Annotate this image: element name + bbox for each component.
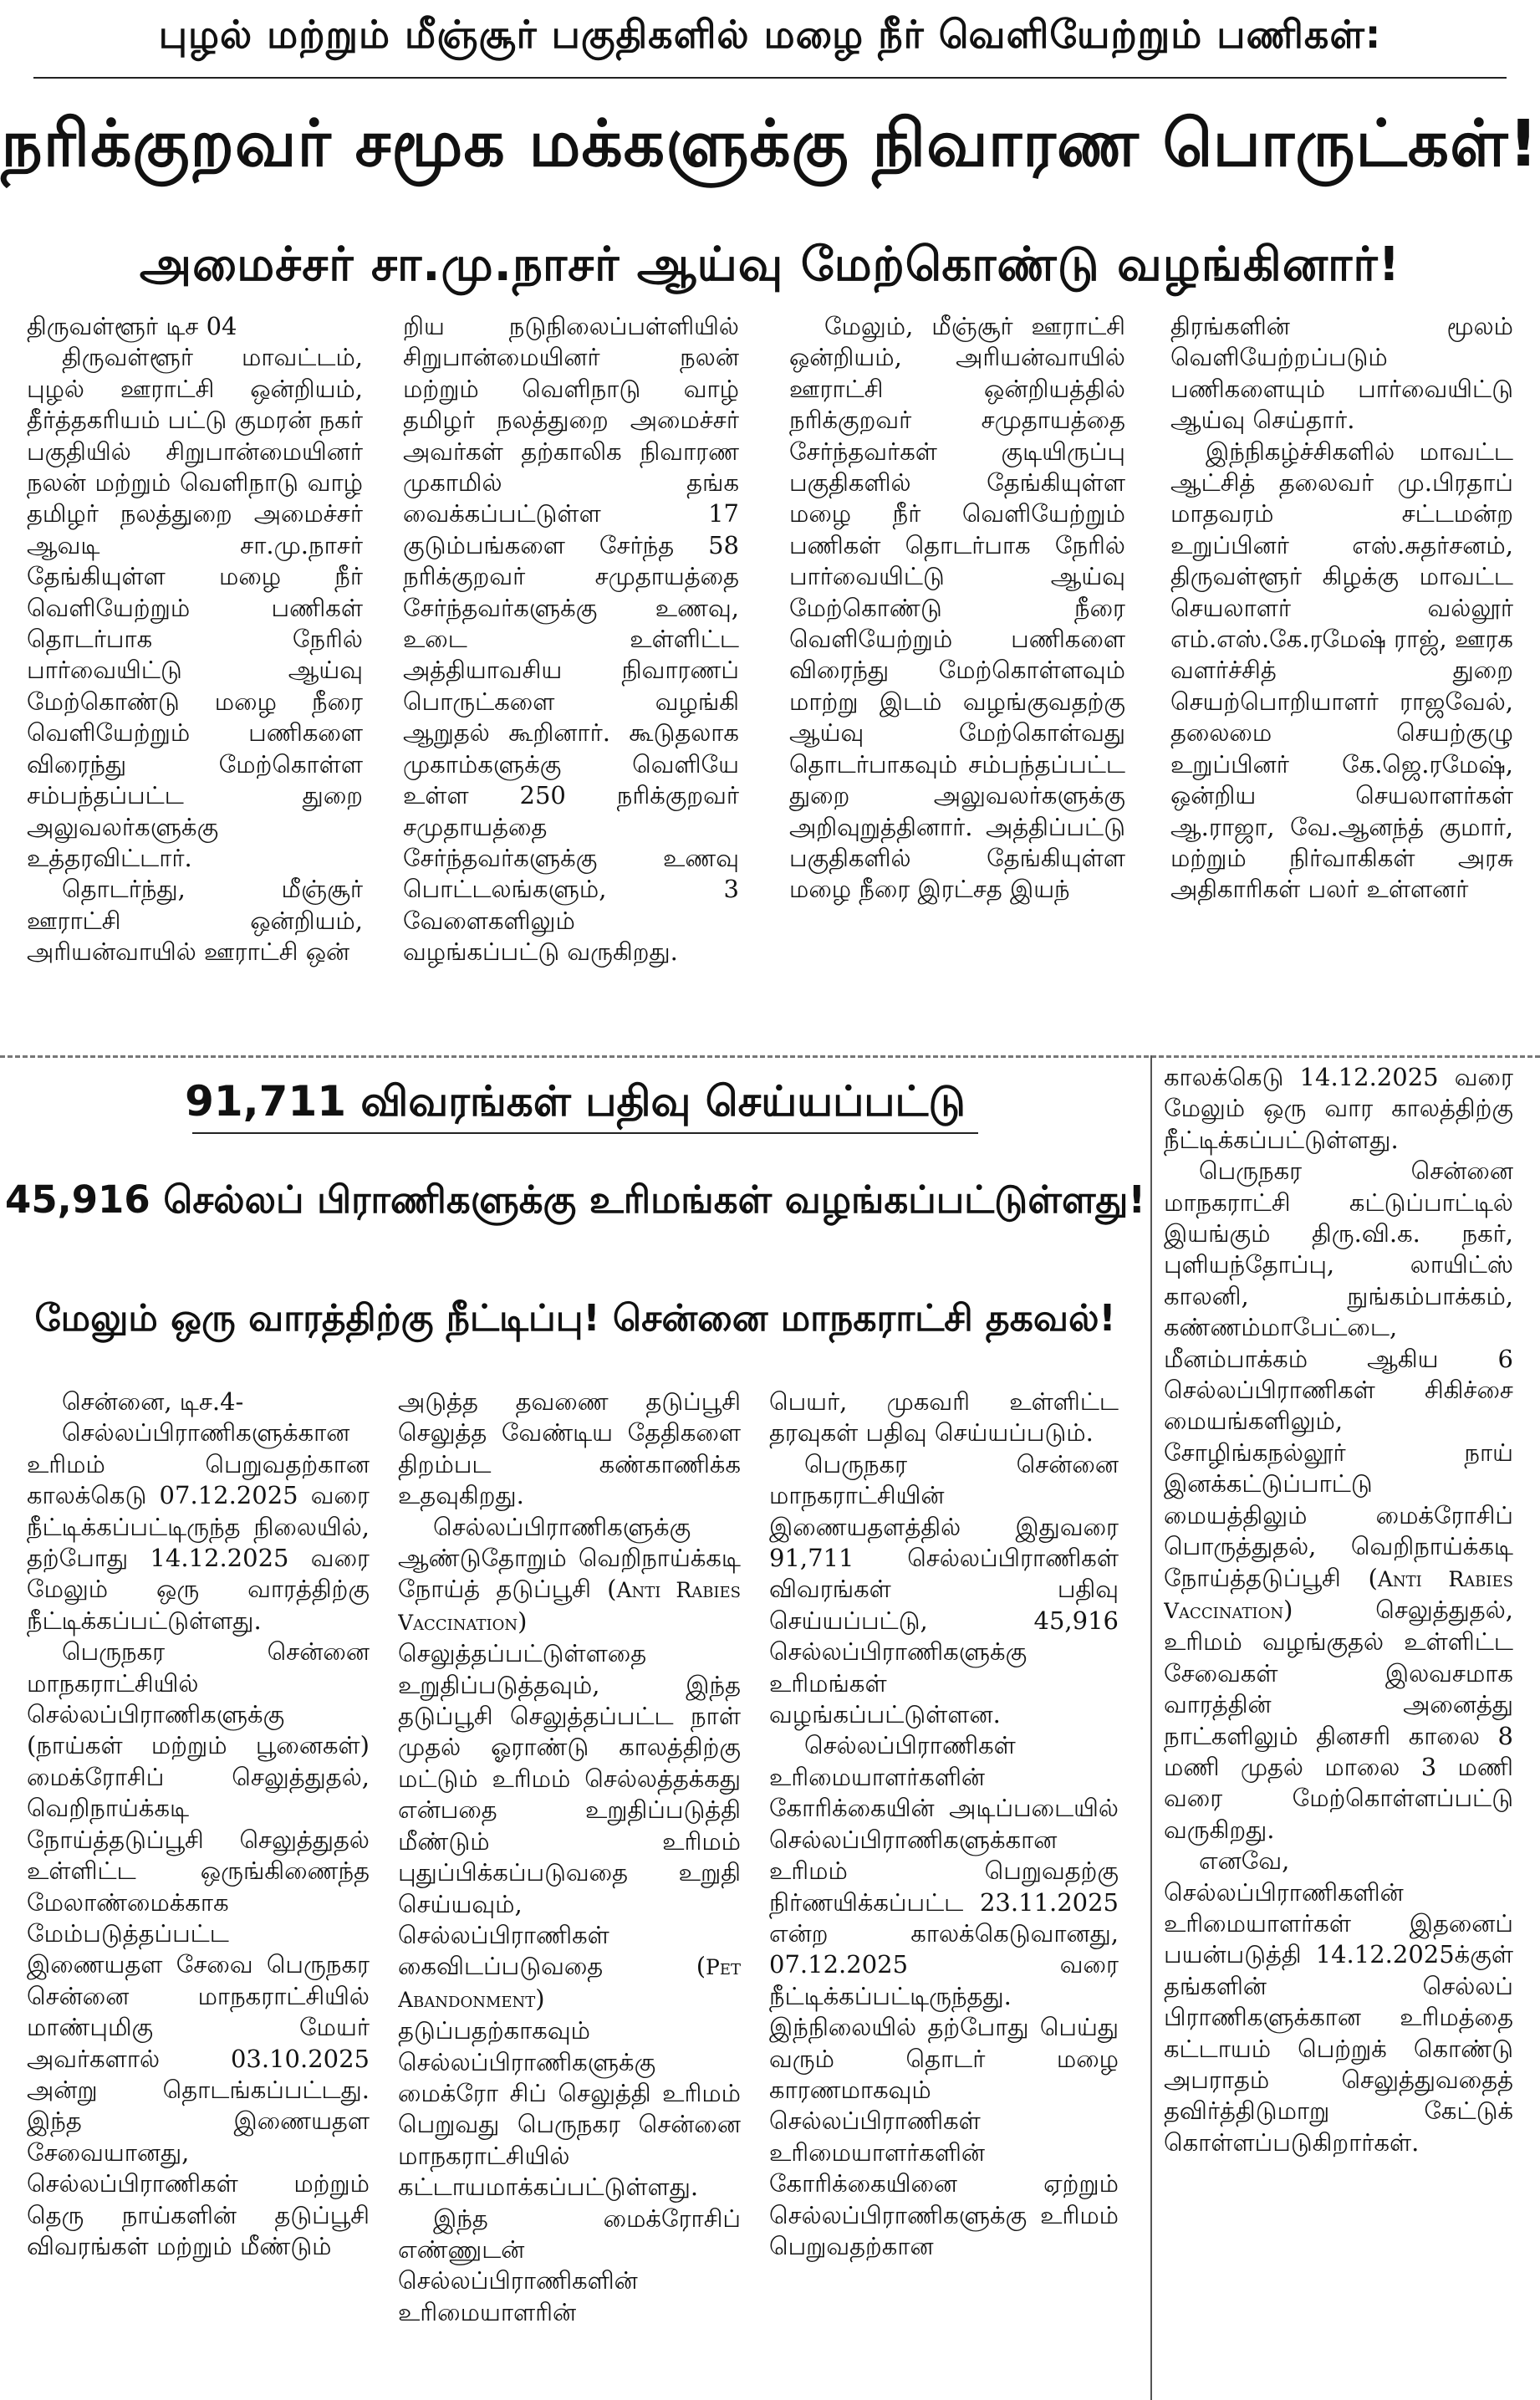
story1-column-1 — [27, 311, 363, 1039]
paragraph: பெயர், முகவரி உள்ளிட்ட தரவுகள் பதிவு செய்யப்படும். — [769, 1387, 1119, 1448]
dateline: சென்னை, டிச.4- — [62, 1387, 244, 1416]
english-term: Anti Rabies Vaccination — [398, 1578, 741, 1635]
text: ) செலுத்துதல், உரிமம் வழங்குதல் உள்ளிட்ட சேவைகள் இலவசமாக வாரத்தின் அனைத்து நாட்களிலும் தினசரி காலை 8 மணி முதல் மாலை 3 மணி வரை மேற்கொள்ளப்பட்டு வருகிறது. — [1164, 1595, 1513, 1844]
story-separator — [0, 1055, 1540, 1058]
paragraph: திருவள்ளூர் மாவட்டம், புழல் ஊராட்சி ஒன்றியம், தீர்த்தகரியம் பட்டு குமரன் நகர் பகுதியில் சிறுபான்மையினர் நலன் மற்றும் வெளிநாடு வாழ் தமிழர் நலத்துறை அமைச்சர் ஆவடி சா.மு.நாசர் தேங்கியுள்ள மழை நீர் வெளியேற்றும் பணிகள் தொடர்பாக நேரில் பார்வையிட்டு ஆய்வு மேற்கொண்டு மழை நீரை வெளியேற்றும் பணிகளை விரைந்து மேற்கொள்ள சம்பந்தப்பட்ட துறை அலுவலர்களுக்கு உத்தரவிட்டார். — [27, 343, 363, 872]
paragraph: அடுத்த தவணை தடுப்பூசி செலுத்த வேண்டிய தேதிகளை திறம்பட கண்காணிக்க உதவுகிறது. — [398, 1387, 741, 1510]
kicker-underline — [192, 1132, 978, 1134]
paragraph: இந்த மைக்ரோசிப் எண்ணுடன் செல்லப்பிராணிகளின் உரிமையாளரின் — [398, 2203, 741, 2326]
dateline: திருவள்ளூர் டிச 04 — [27, 312, 237, 340]
paragraph: இந்நிகழ்ச்சிகளில் மாவட்ட ஆட்சித் தலைவர் மு.பிரதாப் மாதவரம் சட்டமன்ற உறுப்பினர் எஸ்.சுதர்சனம், திருவள்ளூர் கிழக்கு மாவட்ட செயலாளர் வல்லூர் எம்.எஸ்.கே.ரமேஷ் ராஜ், ஊரக வளர்ச்சித் துறை செயற்பொறியாளர் ராஜவேல், தலைமை செயற்குழு உறுப்பினர் கே.ஜெ.ரமேஷ், ஒன்றிய செயலாளர்கள் ஆ.ராஜா, வே.ஆனந்த் குமார், மற்றும் நிர்வாகிகள் அரசு அதிகாரிகள் பலர் உள்ளனர் — [1170, 437, 1513, 904]
story1-column-3 — [789, 311, 1125, 1039]
paragraph: திரங்களின் மூலம் வெளியேற்றப்படும் பணிகளையும் பார்வையிட்டு ஆய்வு செய்தார். — [1170, 312, 1513, 435]
text: ) தடுப்பதற்காகவும் செல்லப்பிராணிகளுக்கு மைக்ரோ சிப் செலுத்தி உரிமம் பெறுவது பெருநகர சென்னை மாநகராட்சியில் கட்டாயமாக்கப்பட்டுள்ளது. — [398, 1984, 741, 2202]
text: ) செலுத்தப்பட்டுள்ளதை உறுதிப்படுத்தவும், இந்த தடுப்பூசி செலுத்தப்பட்ட நாள் முதல் ஓராண்டு காலத்திற்கு மட்டும் உரிமம் செல்லத்தக்கது என்பதை உறுதிப்படுத்தி மீண்டும் உரிமம் புதுப்பிக்கப்படுவதை உறுதி செய்யவும், செல்லப்பிராணிகள் கைவிடப்படுவதை ( — [398, 1606, 741, 1981]
story1-headline: நரிக்குறவர் சமூக மக்களுக்கு நிவாரண பொருட்கள்! — [1, 107, 1539, 181]
story2-kicker: 91,711 விவரங்கள் பதிவு செய்யப்பட்டு — [185, 1077, 966, 1126]
paragraph: செல்லப்பிராணிகள் உரிமையாளர்களின் கோரிக்கையின் அடிப்படையில் செல்லப்பிராணிகளுக்கான உரிமம் பெறுவதற்கு நிர்ணயிக்கப்பட்ட 23.11.2025 என்ற காலக்கெடுவானது, 07.12.2025 வரை நீட்டிக்கப்பட்டிருந்தது. இந்நிலையில் தற்போது பெய்து வரும் தொடர் மழை காரணமாகவும் செல்லப்பிராணிகள் உரிமையாளர்களின் கோரிக்கையினை ஏற்றும் செல்லப்பிராணிகளுக்கு உரிமம் பெறுவதற்கான — [769, 1731, 1119, 2260]
paragraph: காலக்கெடு 14.12.2025 வரை மேலும் ஒரு வார காலத்திற்கு நீட்டிக்கப்பட்டுள்ளது. — [1164, 1063, 1513, 1154]
english-term: Anti Rabies Vaccination — [1164, 1566, 1513, 1623]
story2-subheadline: மேலும் ஒரு வாரத்திற்கு நீட்டிப்பு! சென்னை மாநகராட்சி தகவல்! — [34, 1297, 1116, 1340]
story1-column-2 — [403, 311, 739, 1039]
paragraph — [1164, 1156, 1513, 1846]
english-term: Pet Abandonment — [398, 1955, 741, 2012]
column-rule — [1150, 1055, 1152, 2400]
story2-column-4 — [1164, 1062, 1513, 2390]
story2-headline: 45,916 செல்லப் பிராணிகளுக்கு உரிமங்கள் வழங்கப்பட்டுள்ளது! — [5, 1177, 1145, 1222]
kicker-underline — [33, 77, 1507, 79]
story2-column-3 — [769, 1386, 1119, 2390]
paragraph: எனவே, செல்லப்பிராணிகளின் உரிமையாளர்கள் இதனைப் பயன்படுத்தி 14.12.2025க்குள் தங்களின் செல்லப் பிராணிகளுக்கான உரிமத்தை கட்டாயம் பெற்றுக் கொண்டு அபராதம் செலுத்துவதைத் தவிர்த்திடுமாறு கேட்டுக் கொள்ளப்படுகிறார்கள். — [1164, 1846, 1513, 2157]
paragraph: தொடர்ந்து, மீஞ்சூர் ஊராட்சி ஒன்றியம், அரியன்வாயில் ஊராட்சி ஒன் — [27, 875, 363, 967]
text: செல்லப்பிராணிகளுக்கு ஆண்டுதோறும் வெறிநாய்க்கடி நோய்த் தடுப்பூசி ( — [398, 1512, 741, 1604]
text: பெருநகர சென்னை மாநகராட்சி கட்டுப்பாட்டில் இயங்கும் திரு.வி.க. நகர், புளியந்தோப்பு, லாயிட்ஸ் காலனி, நுங்கம்பாக்கம், கண்ணம்மாபேட்டை, மீனம்பாக்கம் ஆகிய 6 செல்லப்பிராணிகள் சிகிச்சை மையங்களிலும், சோழிங்கநல்லூர் நாய் இனக்கட்டுப்பாட்டு மையத்திலும் மைக்ரோசிப் பொருத்துதல், வெறிநாய்க்கடி நோய்த்தடுப்பூசி ( — [1164, 1157, 1513, 1592]
paragraph: செல்லப்பிராணிகளுக்கான உரிமம் பெறுவதற்கான காலக்கெடு 07.12.2025 வரை நீட்டிக்கப்பட்டிருந்த நிலையில், தற்போது 14.12.2025 வரை மேலும் ஒரு வாரத்திற்கு நீட்டிக்கப்பட்டுள்ளது. — [27, 1418, 370, 1635]
story1-column-4 — [1170, 311, 1513, 1039]
story2-column-1 — [27, 1386, 370, 2390]
paragraph: றிய நடுநிலைப்பள்ளியில் சிறுபான்மையினர் நலன் மற்றும் வெளிநாடு வாழ் தமிழர் நலத்துறை அமைச்சர் அவர்கள் தற்காலிக நிவாரண முகாமில் தங்க வைக்கப்பட்டுள்ள 17 குடும்பங்களை சேர்ந்த 58 நரிக்குறவர் சமுதாயத்தை சேர்ந்தவர்களுக்கு உணவு, உடை உள்ளிட்ட அத்தியாவசிய நிவாரணப் பொருட்களை வழங்கி ஆறுதல் கூறினார். கூடுதலாக முகாம்களுக்கு வெளியே உள்ள 250 நரிக்குறவர் சமுதாயத்தை சேர்ந்தவர்களுக்கு உணவு பொட்டலங்களும், 3 வேளைகளிலும் வழங்கப்பட்டு வருகிறது. — [403, 312, 739, 967]
paragraph — [398, 1512, 741, 2203]
paragraph: பெருநகர சென்னை மாநகராட்சியில் செல்லப்பிராணிகளுக்கு (நாய்கள் மற்றும் பூனைகள்) மைக்ரோசிப் செலுத்துதல், வெறிநாய்க்கடி நோய்த்தடுப்பூசி செலுத்துதல் உள்ளிட்ட ஒருங்கிணைந்த மேலாண்மைக்காக மேம்படுத்தப்பட்ட இணையதள சேவை பெருநகர சென்னை மாநகராட்சியில் மாண்புமிகு மேயர் அவர்களால் 03.10.2025 அன்று தொடங்கப்பட்டது. இந்த இணையதள சேவையானது, செல்லப்பிராணிகள் மற்றும் தெரு நாய்களின் தடுப்பூசி விவரங்கள் மற்றும் மீண்டும் — [27, 1637, 370, 2260]
story2-column-2 — [398, 1386, 741, 2390]
paragraph: மேலும், மீஞ்சூர் ஊராட்சி ஒன்றியம், அரியன்வாயில் ஊராட்சி ஒன்றியத்தில் நரிக்குறவர் சமுதாயத்தை சேர்ந்தவர்கள் குடியிருப்பு பகுதிகளில் தேங்கியுள்ள மழை நீர் வெளியேற்றும் பணிகள் தொடர்பாக நேரில் பார்வையிட்டு ஆய்வு மேற்கொண்டு நீரை வெளியேற்றும் பணிகளை விரைந்து மேற்கொள்ளவும் மாற்று இடம் வழங்குவதற்கு ஆய்வு மேற்கொள்வது தொடர்பாகவும் சம்பந்தப்பட்ட துறை அலுவலர்களுக்கு அறிவுறுத்தினார். அத்திப்பட்டு பகுதிகளில் தேங்கியுள்ள மழை நீரை இரட்சத இயந் — [789, 312, 1125, 904]
paragraph: பெருநகர சென்னை மாநகராட்சியின் இணையதளத்தில் இதுவரை 91,711 செல்லப்பிராணிகள் விவரங்கள் பதிவு செய்யப்பட்டு, 45,916 செல்லப்பிராணிகளுக்கு உரிமங்கள் வழங்கப்பட்டுள்ளன. — [769, 1449, 1119, 1729]
story1-kicker: புழல் மற்றும் மீஞ்சூர் பகுதிகளில் மழை நீர் வெளியேற்றும் பணிகள்: — [158, 12, 1382, 57]
story1-subheadline: அமைச்சர் சா.மு.நாசர் ஆய்வு மேற்கொண்டு வழங்கினார்! — [139, 237, 1401, 292]
